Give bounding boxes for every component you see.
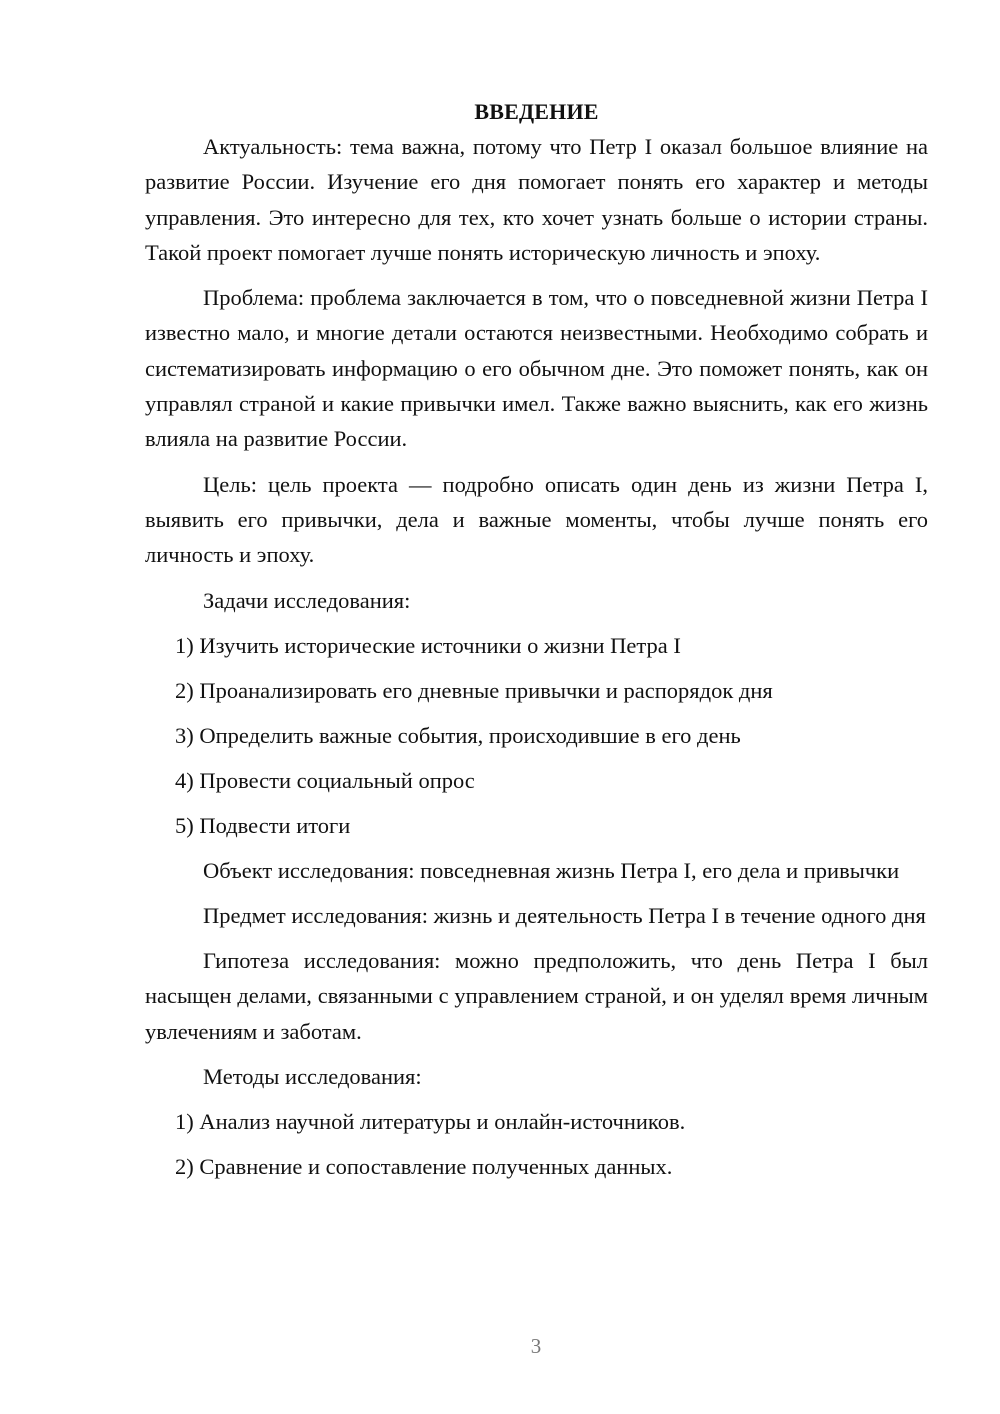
hypothesis-paragraph: Гипотеза исследования: можно предположить, что день Петра I был насыщен делами, связанными с управлением страной, и он уделял время личным увлечениям и заботам. [145,948,928,1044]
list-item: 2) Проанализировать его дневные привычки и распорядок дня [175,677,773,703]
problem-paragraph: Проблема: проблема заключается в том, что о повседневной жизни Петра I известно мало, и многие детали остаются неизвестными. Необходимо собрать и систематизировать информацию о его обычном дне. Это поможет понять, как он управлял страной и какие привычки имел. Также важно выяснить, как его жизнь влияла на развитие России. [145,285,928,452]
tasks-label: Задачи исследования: [203,587,411,613]
relevance-paragraph: Актуальность: тема важна, потому что Петр I оказал большое влияние на развитие России. Изучение его дня помогает понять его характер и методы управления. Это интересно для тех, кто хочет узнать больше о истории страны. Такой проект помогает лучше понять историческую личность и эпоху. [145,134,928,265]
list-item: 1) Изучить исторические источники о жизни Петра I [175,632,681,658]
subject-paragraph: Предмет исследования: жизнь и деятельность Петра I в течение одного дня [203,902,926,928]
list-item: 3) Определить важные события, происходившие в его день [175,722,741,748]
list-item: 4) Провести социальный опрос [175,767,475,793]
list-item: 1) Анализ научной литературы и онлайн-источников. [175,1109,686,1135]
tasks-list [145,628,928,843]
page-title: ВВЕДЕНИЕ [474,99,599,124]
methods-list [145,1104,928,1184]
list-item: 2) Сравнение и сопоставление полученных данных. [175,1154,673,1180]
page-content [145,94,928,1194]
methods-label: Методы исследования: [203,1064,422,1090]
list-item: 5) Подвести итоги [175,812,351,838]
object-paragraph: Объект исследования: повседневная жизнь Петра I, его дела и привычки [203,857,900,883]
goal-paragraph: Цель: цель проекта — подробно описать один день из жизни Петра I, выявить его привычки, дела и важные моменты, чтобы лучше понять его личность и эпоху. [145,471,928,568]
page-number: 3 [530,1334,542,1358]
